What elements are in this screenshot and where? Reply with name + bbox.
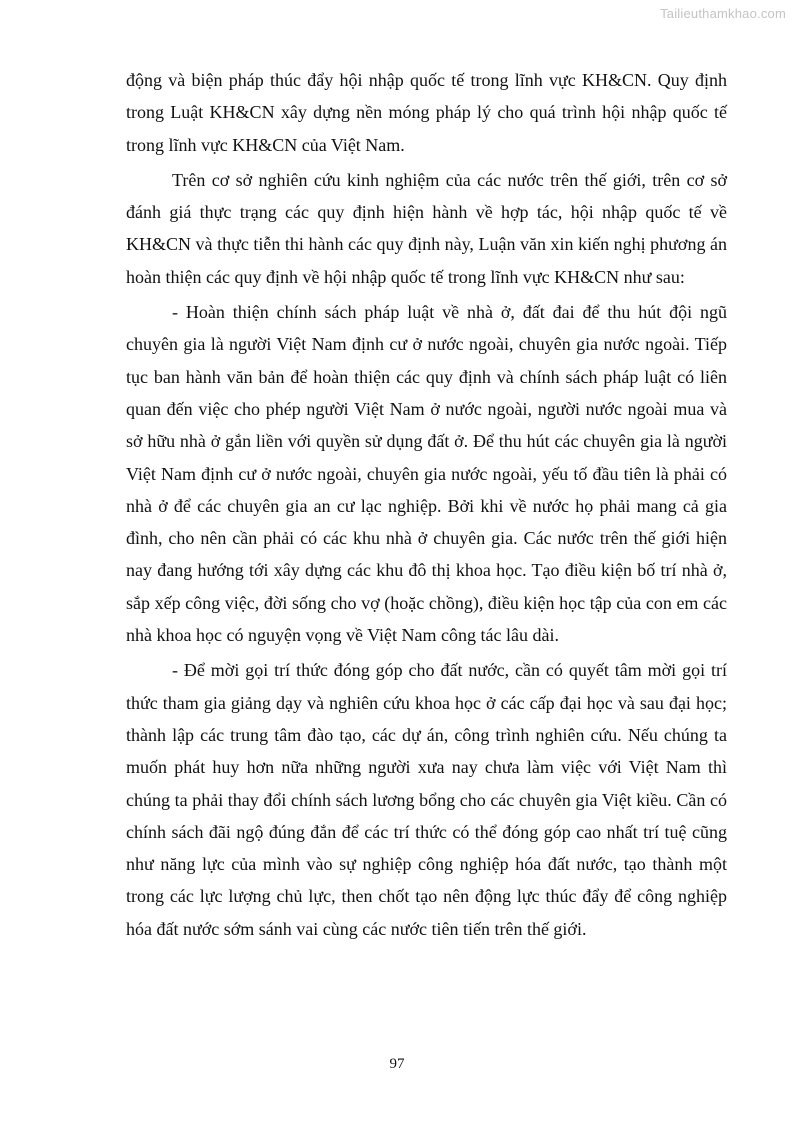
- document-body: [126, 64, 727, 948]
- paragraph-2: Trên cơ sở nghiên cứu kinh nghiệm của các nước trên thế giới, trên cơ sở đánh giá thực trạng các quy định hiện hành về hợp tác, hội nhập quốc tế về KH&CN và thực tiễn thi hành các quy định này, Luận văn xin kiến nghị phương án hoàn thiện các quy định về hội nhập quốc tế trong lĩnh vực KH&CN như sau:: [126, 169, 727, 287]
- paragraph-4: - Để mời gọi trí thức đóng góp cho đất nước, cần có quyết tâm mời gọi trí thức tham gia giảng dạy và nghiên cứu khoa học ở các cấp đại học và sau đại học; thành lập các trung tâm đào tạo, các dự án, công trình nghiên cứu. Nếu chúng ta muốn phát huy hơn nữa những người xưa nay chưa làm việc với Việt Nam thì chúng ta phải thay đổi chính sách lương bổng cho các chuyên gia Việt kiều. Cần có chính sách đãi ngộ đúng đắn để các trí thức có thể đóng góp cao nhất trí tuệ cũng như năng lực của mình vào sự nghiệp công nghiệp hóa đất nước, tạo thành một trong các lực lượng chủ lực, then chốt tạo nên động lực thúc đẩy để công nghiệp hóa đất nước sớm sánh vai cùng các nước tiên tiến trên thế giới.: [126, 660, 727, 939]
- watermark-text: Tailieuthamkhao.com: [660, 6, 786, 21]
- paragraph-1: động và biện pháp thúc đẩy hội nhập quốc tế trong lĩnh vực KH&CN. Quy định trong Luật KH&CN xây dựng nền móng pháp lý cho quá trình hội nhập quốc tế trong lĩnh vực KH&CN của Việt Nam.: [126, 70, 727, 155]
- paragraph-3: - Hoàn thiện chính sách pháp luật về nhà ở, đất đai để thu hút đội ngũ chuyên gia là người Việt Nam định cư ở nước ngoài, chuyên gia nước ngoài. Tiếp tục ban hành văn bản để hoàn thiện các quy định và chính sách pháp luật có liên quan đến việc cho phép người Việt Nam ở nước ngoài, người nước ngoài mua và sở hữu nhà ở gắn liền với quyền sử dụng đất ở. Để thu hút các chuyên gia là người Việt Nam định cư ở nước ngoài, chuyên gia nước ngoài, yếu tố đầu tiên là phải có nhà ở để các chuyên gia an cư lạc nghiệp. Bởi khi về nước họ phải mang cả gia đình, cho nên cần phải có các khu nhà ở chuyên gia. Các nước trên thế giới hiện nay đang hướng tới xây dựng các khu đô thị khoa học. Tạo điều kiện bố trí nhà ở, sắp xếp công việc, đời sống cho vợ (hoặc chồng), điều kiện học tập của con em các nhà khoa học có nguyện vọng về Việt Nam công tác lâu dài.: [126, 302, 727, 646]
- page-number: 97: [389, 1056, 405, 1072]
